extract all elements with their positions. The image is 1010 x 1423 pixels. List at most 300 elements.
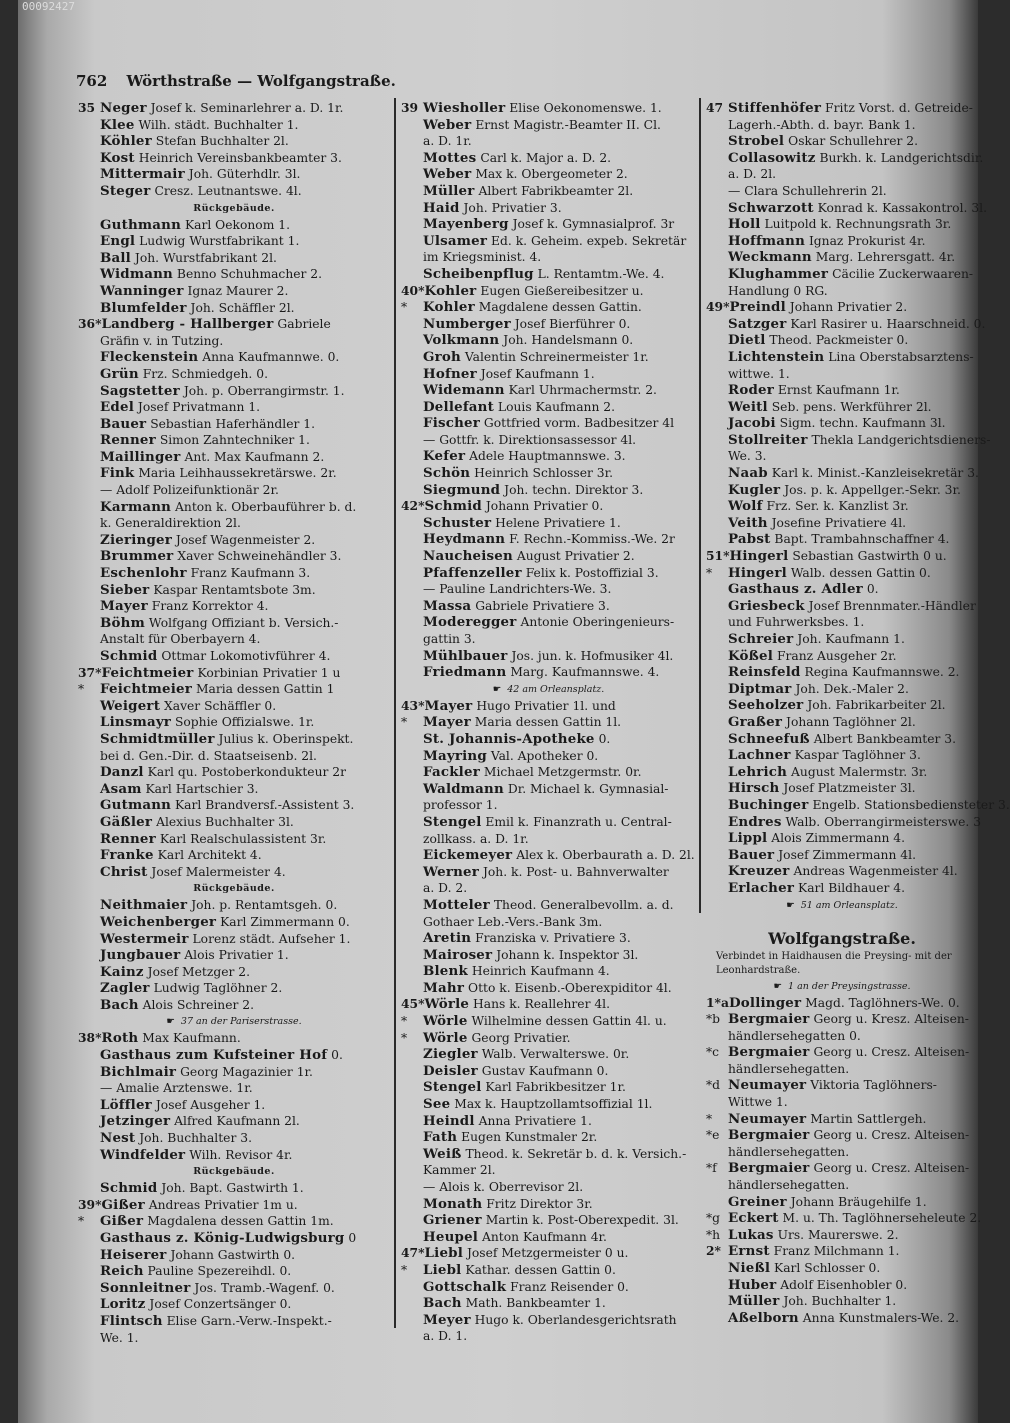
resident-details: Martin Sattlergeh. [810,1111,927,1126]
pointing-hand-icon: ☛ [166,1016,175,1028]
directory-entry [401,963,696,980]
resident-details: Jos. Tramb.-Wagenf. 0. [194,1280,335,1295]
resident-name: Schwarzott [728,199,814,216]
directory-entry [78,964,390,981]
resident-details: Fritz Vorst. d. Getreide- [825,101,973,115]
resident-name: Aßelborn [728,1309,799,1326]
directory-entry [401,664,696,681]
directory-entry [78,1263,390,1280]
entry-marker: * [78,682,85,697]
directory-entry [78,1097,390,1114]
entry-marker: * [401,300,408,315]
resident-name: Grün [100,365,139,382]
resident-name: Jetzinger [100,1113,171,1130]
street-title: Wolfgangstraße. [768,928,916,948]
scan-id: 00092427 [22,0,75,13]
directory-entry [706,531,978,548]
directory-entry [706,780,978,797]
directory-entry [706,697,978,714]
resident-name: Stengel [423,1079,482,1096]
entry-continuation: — Clara Schullehrerin 2l. [728,183,887,198]
directory-entry [706,1160,978,1177]
resident-details: Magdalene dessen Gattin. [478,300,642,315]
resident-details: Simon Zahntechniker 1. [159,433,310,448]
resident-name: Bauer [728,846,775,863]
directory-entry [706,266,978,283]
resident-name: Roder [728,382,774,399]
resident-name: Lichtenstein [728,348,825,365]
resident-name: Preindl [729,299,786,316]
entry-continuation: Handlung 0 RG. [728,283,828,298]
resident-details: Alex k. Oberbaurath a. D. 2l. [516,848,695,863]
resident-details: Joh. Privatier 3. [463,200,562,215]
resident-details: Louis Kaufmann 2. [497,399,616,414]
directory-entry [706,1210,982,1227]
directory-entry [401,980,696,997]
section-subheading: Rückgebäude. [193,202,275,214]
entry-continuation: händlersehegatten. [728,1061,850,1076]
resident-name: Weckmann [728,249,812,266]
resident-details: Walb. Oberrangirmeisterswe. 3 [785,814,982,829]
resident-details: Kaspar Taglöhner 3. [794,748,921,763]
entry-continuation: — Adolf Polizeifunktionär 2r. [100,483,279,498]
directory-entry [401,565,696,582]
resident-name: Guthmann [100,216,182,233]
directory-entry [78,399,390,416]
directory-entry [401,117,696,134]
resident-name: Deisler [423,1062,478,1079]
resident-name: Köhler [100,133,152,150]
directory-entry [706,332,978,349]
resident-details: Urs. Maurerswe. 2. [777,1227,899,1242]
resident-name: Gasthaus zum Kufsteiner Hof [100,1047,328,1064]
resident-name: Wiesholler [423,100,506,116]
resident-name: Stiffenhöfer [728,100,822,116]
resident-name: Widmann [100,266,173,283]
resident-name: Mittermair [100,166,185,183]
directory-entry [78,548,390,565]
resident-name: Siegmund [423,481,501,498]
resident-name: Schmid [100,648,158,664]
entry-marker: * [401,715,408,730]
resident-details: August Malermstr. 3r. [791,764,928,779]
resident-name: Kohler [424,282,477,299]
directory-entry [706,1011,978,1028]
resident-name: Schreier [728,631,794,647]
resident-name: Eckert [728,1210,779,1227]
entry-continuation: händlersehegatten 0. [728,1028,861,1043]
resident-name: Mayring [423,747,487,764]
resident-name: Sonnleitner [100,1279,191,1296]
directory-entry [706,1111,978,1128]
directory-entry [78,166,390,183]
resident-name: Gasthaus z. Adler [728,581,863,598]
directory-entry [78,731,390,748]
resident-details: Albert Fabrikbeamter 2l. [478,183,634,198]
directory-entry [78,499,390,516]
cross-reference-text: 1 an der Preysingstrasse. [788,980,911,992]
directory-entry [401,1196,696,1213]
resident-details: Johann k. Inspektor 3l. [496,947,639,962]
entry-continuation: a. D. 1. [423,1329,468,1344]
resident-details: Anna Kunstmalers-We. 2. [802,1310,960,1325]
directory-entry [78,714,390,731]
resident-details: Franz Ausgeher 2r. [776,648,897,663]
house-number: 51* [706,548,730,564]
resident-name: Lukas [728,1226,774,1243]
resident-details: Andreas Wagenmeister 4l. [793,864,958,879]
resident-name: Fath [423,1129,458,1146]
directory-entry [401,299,696,316]
directory-entry [706,747,978,764]
resident-name: Maillinger [100,448,181,465]
resident-name: Stollreiter [728,431,808,448]
cross-reference-text: 51 am Orleansplatz. [800,899,898,911]
directory-entry [78,1113,390,1130]
resident-details: Max Kaufmann. [142,1031,241,1046]
resident-details: Xaver Schweinehändler 3. [177,549,342,564]
resident-details: Benno Schuhmacher 2. [176,267,323,282]
house-number: 49* [706,299,730,315]
resident-name: Heupel [423,1228,479,1245]
directory-entry [706,731,978,748]
directory-entry [401,1079,696,1096]
resident-details: Maria Leihhaussekretärswe. 2r. [138,466,337,481]
resident-name: Wanninger [100,282,184,299]
resident-name: Widemann [423,382,505,399]
directory-entry [78,931,390,948]
house-number: 38* [78,1030,102,1046]
resident-name: Naab [728,465,768,482]
resident-name: Weber [423,166,472,183]
directory-entry [401,1229,696,1246]
directory-entry [78,648,390,665]
resident-name: Reinsfeld [728,664,801,681]
house-number: 1*a [706,994,729,1010]
resident-name: Mayenberg [423,216,509,233]
resident-details: Karl qu. Postoberkondukteur 2r [147,765,346,780]
resident-name: Flintsch [100,1312,163,1329]
resident-name: Windfelder [100,1146,186,1163]
street-note: Verbindet in Haidhausen die Preysing- mit der Leonhardstraße. [716,950,952,976]
resident-name: Numberger [423,315,511,332]
resident-name: Bergmaier [728,1011,810,1028]
resident-details: Lina Oberstabsarztens- [828,349,974,364]
resident-name: Asam [100,780,142,797]
directory-entry [706,648,978,665]
resident-name: Ernst [728,1243,770,1260]
directory-entry [706,880,978,897]
directory-entry [706,216,978,233]
directory-entry [401,498,696,515]
resident-name: Monath [423,1195,483,1212]
column-3 [706,100,1010,1326]
resident-details: Otto k. Eisenb.-Oberexpiditor 4l. [468,980,672,995]
directory-entry [78,665,390,682]
resident-name: Stengel [423,813,482,830]
resident-name: Reich [100,1263,144,1280]
resident-name: Mahr [423,979,465,996]
directory-entry [78,781,390,798]
resident-details: Helene Privatiere 1. [495,515,621,530]
resident-details: Josef Zimmermann 4l. [778,847,916,862]
resident-name: Schön [423,465,471,482]
resident-name: Eickemeyer [423,847,513,864]
directory-entry [401,382,696,399]
directory-entry [401,515,696,532]
directory-entry [401,1212,696,1229]
directory-entry [401,1113,696,1130]
directory-entry [78,1064,390,1081]
directory-entry [706,199,987,217]
house-number: 43* [401,697,425,713]
resident-details: Josefine Privatiere 4l. [771,515,907,530]
resident-details: Alois Schreiner 2. [142,997,255,1012]
directory-entry [401,266,696,283]
resident-details: Joh. Handelsmann 0. [503,333,634,348]
resident-details: Adele Hauptmannswe. 3. [469,449,626,464]
house-number: 40* [401,282,425,298]
resident-details: Sophie Offizialswe. 1r. [174,715,315,730]
resident-details: Karl Zimmermann 0. [220,914,350,929]
directory-entry [401,150,696,167]
entry-marker: *h [706,1227,721,1242]
directory-entry [78,997,390,1014]
entry-marker: *b [706,1012,721,1027]
resident-name: Hirsch [728,780,780,797]
resident-name: Lehrich [728,763,788,780]
cross-reference [78,1013,390,1030]
cross-reference [401,681,696,698]
resident-details: Ludwig Wurstfabrikant 1. [139,234,300,249]
resident-details: Eugen Kunstmaler 2r. [461,1130,598,1145]
directory-entry [401,1013,696,1030]
resident-name: Bauer [100,415,147,432]
page-header [76,72,396,90]
resident-name: Wolf [728,498,763,515]
resident-details: Ignaz Prokurist 4r. [808,233,926,248]
entry-continuation: Gothaer Leb.-Vers.-Bank 3m. [423,914,603,929]
resident-name: Zagler [100,980,150,997]
directory-entry [401,1295,696,1312]
directory-entry [401,366,696,383]
directory-entry [706,1277,978,1294]
resident-details: Walb. dessen Gattin 0. [790,565,931,580]
resident-details: Thekla Landgerichtsdieners- [811,432,991,447]
directory-entry [706,233,978,250]
entry-continuation: Lagerh.-Abth. d. bayr. Bank 1. [728,117,916,132]
resident-details: Franz Korrektor 4. [151,599,269,614]
resident-details: Regina Kaufmannswe. 2. [804,665,960,680]
directory-entry [78,1230,390,1247]
resident-details: Karl Schlosser 0. [774,1261,881,1275]
directory-entry [78,150,390,167]
resident-details: Joh. p. Rentamtsgeh. 0. [191,898,338,913]
resident-details: Josef Bierführer 0. [514,316,631,331]
directory-entry [401,448,696,465]
resident-name: Christ [100,863,148,880]
directory-entry [78,1147,390,1164]
resident-name: Hingerl [728,564,787,581]
resident-details: Adolf Eisenhobler 0. [780,1277,908,1292]
directory-entry [78,1047,390,1064]
resident-name: Dietl [728,332,766,349]
directory-entry [78,383,390,400]
directory-entry [706,1243,978,1260]
resident-details: F. Rechn.-Kommiss.-We. 2r [509,532,675,547]
resident-details: Theod. Generalbevollm. a. d. [493,897,674,912]
resident-details: Ottmar Lokomotivführer 4. [161,649,331,663]
directory-entry [401,864,696,881]
directory-entry [706,1260,978,1277]
resident-details: Josef Wagenmeister 2. [175,532,316,547]
directory-entry [78,432,390,449]
section-subheading: Rückgebäude. [193,1166,275,1178]
resident-name: Dollinger [728,994,802,1011]
resident-details: Georg u. Cresz. Alteisen- [813,1128,970,1143]
resident-name: Graßer [728,713,783,730]
resident-name: Bach [100,996,139,1013]
resident-name: Moderegger [423,614,517,631]
directory-entry [706,1127,978,1144]
resident-details: Franziska v. Privatiere 3. [475,931,631,946]
resident-name: Edel [100,399,134,416]
resident-name: Groh [423,348,461,365]
directory-entry [401,814,696,831]
resident-name: Hoffmann [728,232,806,249]
column-rule-1 [394,98,396,1328]
entry-continuation: händlersehegatten. [728,1178,850,1193]
resident-details: Wilh. Revisor 4r. [189,1147,293,1162]
entry-continuation: We. 3. [728,449,767,464]
directory-entry [78,366,390,383]
resident-name: Weigert [100,697,161,714]
resident-name: Feichtmeier [100,681,193,698]
resident-details: L. Rentamtm.-We. 4. [537,266,665,281]
resident-details: M. u. Th. Taglöhnerseheleute 2. [782,1211,982,1226]
resident-name: Nießl [728,1260,771,1276]
resident-details: Josef Metzger 2. [147,964,251,979]
resident-details: Alois Privatier 1. [184,948,289,963]
house-number: 45* [401,996,425,1012]
resident-details: Fritz Direktor 3r. [486,1196,593,1211]
entry-marker: * [78,1214,85,1229]
directory-entry [78,814,390,831]
resident-details: Ant. Max Kaufmann 2. [184,449,325,464]
resident-details: Viktoria Taglöhners- [810,1078,937,1093]
resident-name: Gißer [101,1196,145,1213]
directory-entry [78,1130,390,1147]
directory-entry [401,482,696,499]
resident-name: Weiß [423,1145,462,1162]
entry-marker: *c [706,1045,720,1060]
directory-entry [706,548,978,565]
resident-name: Landberg - Hallberger [101,316,274,333]
resident-name: Kohler [423,299,475,316]
resident-name: Ball [100,249,131,266]
resident-details: Heinrich Kaufmann 4. [471,964,610,979]
resident-details: Georg Privatier. [471,1030,571,1045]
resident-name: Westermeir [100,930,189,947]
entry-continuation: Anstalt für Oberbayern 4. [100,632,261,647]
resident-name: Schmidtmüller [100,730,215,747]
resident-details: Karl Rasirer u. Haarschneid. 0. [790,316,986,331]
section-subheading: Rückgebäude. [193,883,275,895]
resident-details: Valentin Schreinermeister 1r. [464,349,649,364]
directory-entry [706,581,978,598]
entry-continuation: a. D. 1r. [423,134,472,149]
entry-continuation: We. 1. [100,1330,139,1345]
directory-entry [78,217,390,234]
resident-name: Brummer [100,548,174,565]
resident-details: Georg u. Cresz. Alteisen- [813,1045,970,1060]
resident-name: Kefer [423,448,466,465]
directory-entry [401,748,696,765]
resident-name: Seeholzer [728,697,804,714]
resident-details: Hugo k. Oberlandesgerichtsrath [474,1312,677,1327]
resident-details: Cresz. Leutnantswe. 4l. [154,183,302,198]
directory-entry [401,216,696,233]
directory-entry [78,764,390,781]
resident-details: Sebastian Haferhändler 1. [150,416,316,431]
page-number: 762 [76,72,108,90]
resident-details: Georg u. Kresz. Alteisen- [813,1012,969,1027]
entry-continuation: — Alois k. Oberrevisor 2l. [423,1180,584,1194]
resident-name: Löffler [100,1096,152,1113]
resident-name: Lachner [728,747,791,764]
resident-details: Karl k. Minist.-Kanzleisekretär 3. [771,466,979,481]
resident-name: See [423,1096,451,1113]
resident-details: Emil k. Finanzrath u. Central- [485,814,672,829]
resident-name: Buchinger [728,796,809,813]
house-number: 2* [706,1243,721,1259]
resident-details: Karl Oekonom 1. [184,217,291,232]
resident-details: Joh. Kaufmann 1. [797,632,905,646]
directory-entry [78,266,390,283]
resident-name: Schuster [423,514,492,531]
resident-name: Neithmaier [100,897,188,914]
directory-entry [78,465,390,482]
directory-entry [78,233,390,250]
directory-page [18,0,1010,1423]
resident-details: Gabriele Privatiere 3. [475,598,610,613]
resident-name: Heiserer [100,1246,167,1263]
resident-details: Joh. Bapt. Gastwirth 1. [161,1181,304,1196]
resident-details: Gabriele [277,317,331,332]
resident-name: Wörle [423,1029,468,1046]
resident-name: Jungbauer [100,947,181,964]
entry-marker: *f [706,1161,717,1176]
resident-details: Val. Apotheker 0. [490,748,599,763]
resident-name: Blumfelder [100,299,187,316]
resident-name: Kainz [100,963,144,980]
house-number: 42* [401,498,425,514]
resident-name: Hingerl [729,548,789,565]
resident-name: Erlacher [728,879,795,896]
resident-name: Weitl [728,398,768,415]
resident-name: Mühlbauer [423,647,508,664]
directory-entry [78,117,390,134]
resident-name: Collasowitz [728,149,816,166]
directory-entry [78,980,390,997]
directory-entry [401,1129,696,1146]
resident-details: Ludwig Taglöhner 2. [153,981,283,996]
directory-entry [401,200,696,217]
resident-name: Wörle [424,996,470,1013]
resident-details: Hugo Privatier 1l. und [476,698,616,713]
resident-details: August Privatier 2. [516,549,635,564]
resident-name: Heydmann [423,531,506,548]
